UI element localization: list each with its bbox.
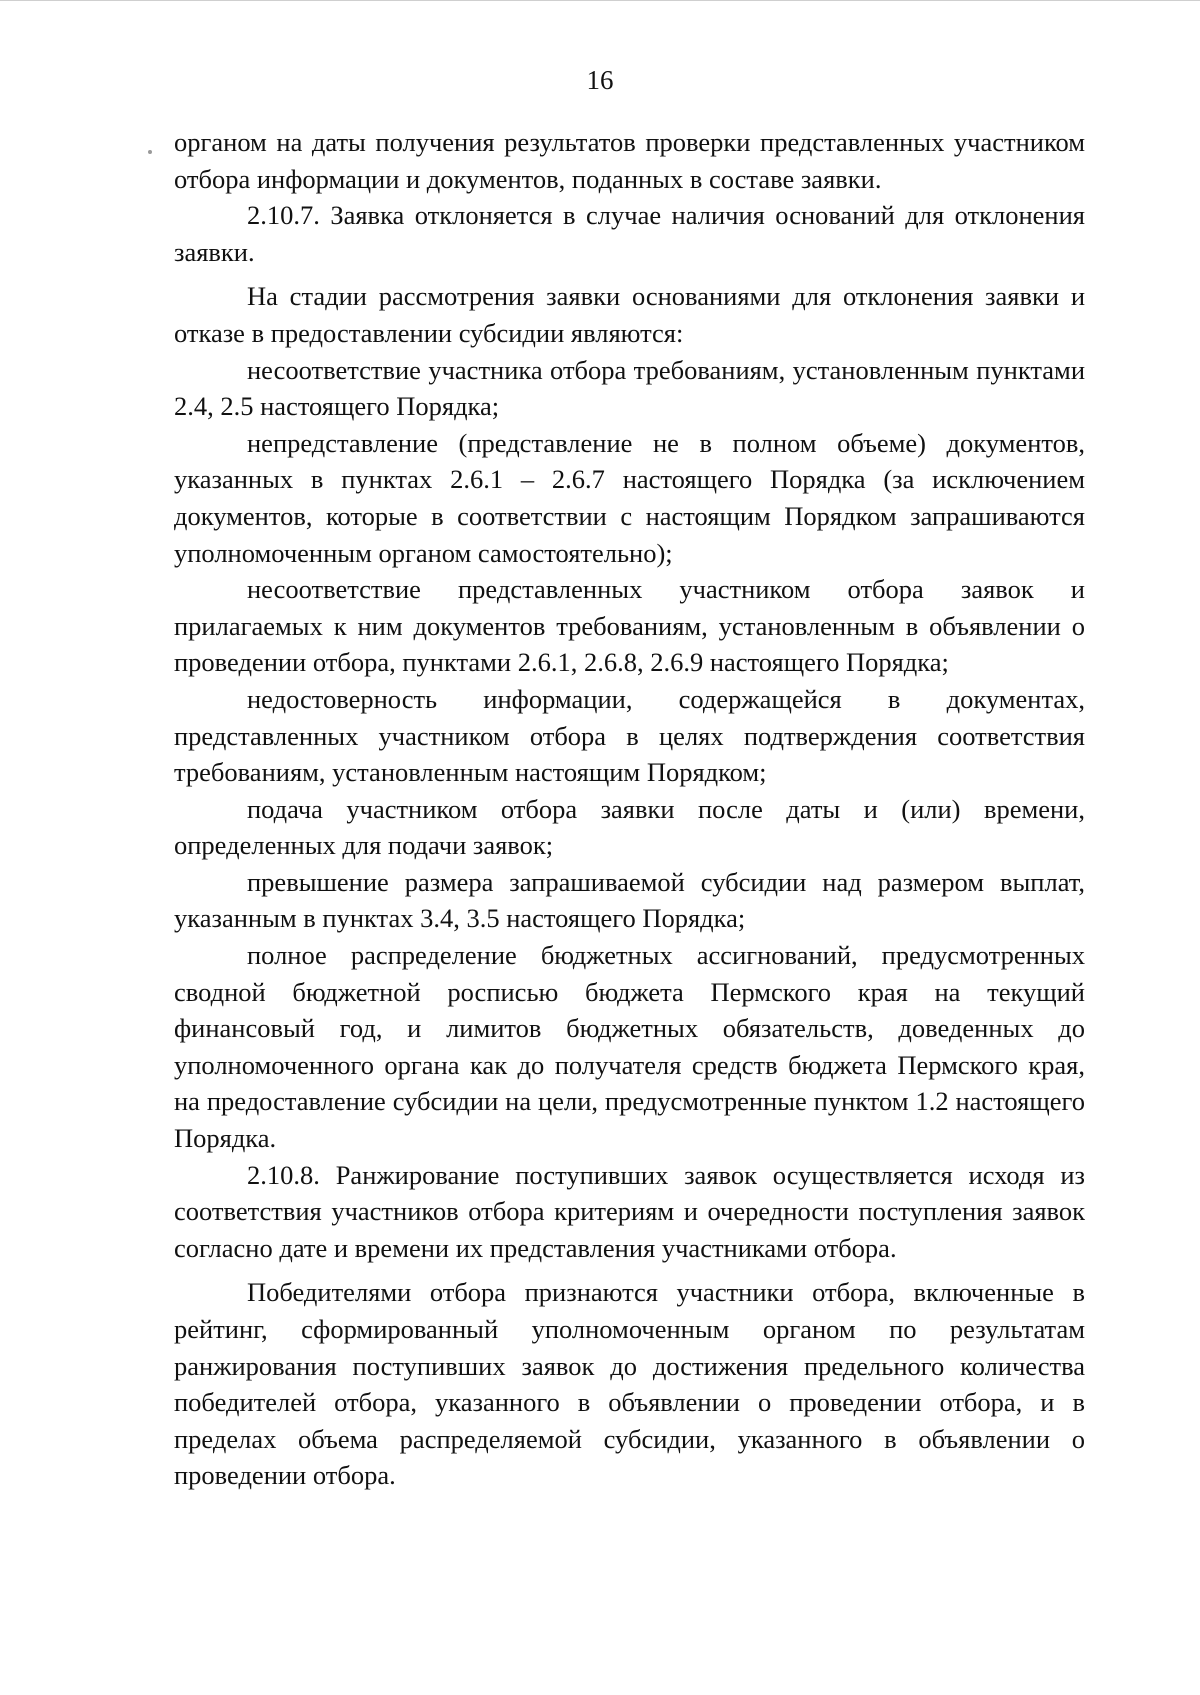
document-body xyxy=(174,124,1085,1494)
paragraph-continuation: органом на даты получения результатов проверки представленных участником отбора информации и документов, поданных в составе заявки. xyxy=(174,127,1085,194)
paragraph-winners: Победителями отбора признаются участники отбора, включенные в рейтинг, сформированный уполномоченным органом по результатам ранжирования поступивших заявок до достижения предельного количества победителей отбора, указанного в объявлении о проведении отбора, и в пределах объема распределяемой субсидии, указанного в объявлении о проведении отбора. xyxy=(174,1277,1085,1491)
paragraph-ground-6: превышение размера запрашиваемой субсидии над размером выплат, указанным в пунктах 3.4, 3.5 настоящего Порядка; xyxy=(174,866,1085,934)
paragraph-ground-7: полное распределение бюджетных ассигнований, предусмотренных сводной бюджетной росписью бюджета Пермского края на текущий финансовый год, и лимитов бюджетных обязательств, доведенных до уполномоченного органа как до получателя средств бюджета Пермского края, на предоставление субсидии на цели, предусмотренные пунктом 1.2 настоящего Порядка. xyxy=(174,940,1085,1154)
paragraph-2-10-7: 2.10.7. Заявка отклоняется в случае наличия оснований для отклонения заявки. xyxy=(174,200,1085,267)
paragraph-ground-3: несоответствие представленных участником отбора заявок и прилагаемых к ним документов требованиям, установленным в объявлении о проведении отбора, пунктами 2.6.1, 2.6.8, 2.6.9 настоящего Порядка; xyxy=(174,574,1085,678)
top-edge-line xyxy=(0,0,1200,1)
paragraph-ground-4: недостоверность информации, содержащейся в документах, представленных участником отбора в целях подтверждения соответствия требованиям, установленным настоящим Порядком; xyxy=(174,683,1085,788)
paragraph-ground-2: непредставление (представление не в полном объеме) документов, указанных в пунктах 2.6.1 – 2.6.7 настоящего Порядка (за исключением документов, которые в соответствии с настоящим Порядком запрашиваются уполномоченным органом самостоятельно); xyxy=(174,427,1085,568)
paragraph-2-10-8: 2.10.8. Ранжирование поступивших заявок осуществляется исходя из соответствия участников отбора критериям и очередности поступления заявок согласно дате и времени их представления участниками отбора. xyxy=(174,1159,1085,1263)
page-number: 16 xyxy=(586,65,614,95)
paragraph-ground-1: несоответствие участника отбора требованиям, установленным пунктами 2.4, 2.5 настоящего Порядка; xyxy=(174,354,1085,422)
paragraph-ground-5: подача участником отбора заявки после даты и (или) времени, определенных для подачи заявок; xyxy=(174,793,1085,861)
paragraph-grounds-intro: На стадии рассмотрения заявки основаниями для отклонения заявки и отказе в предоставлении субсидии являются: xyxy=(174,281,1085,348)
scan-mark xyxy=(148,150,152,154)
